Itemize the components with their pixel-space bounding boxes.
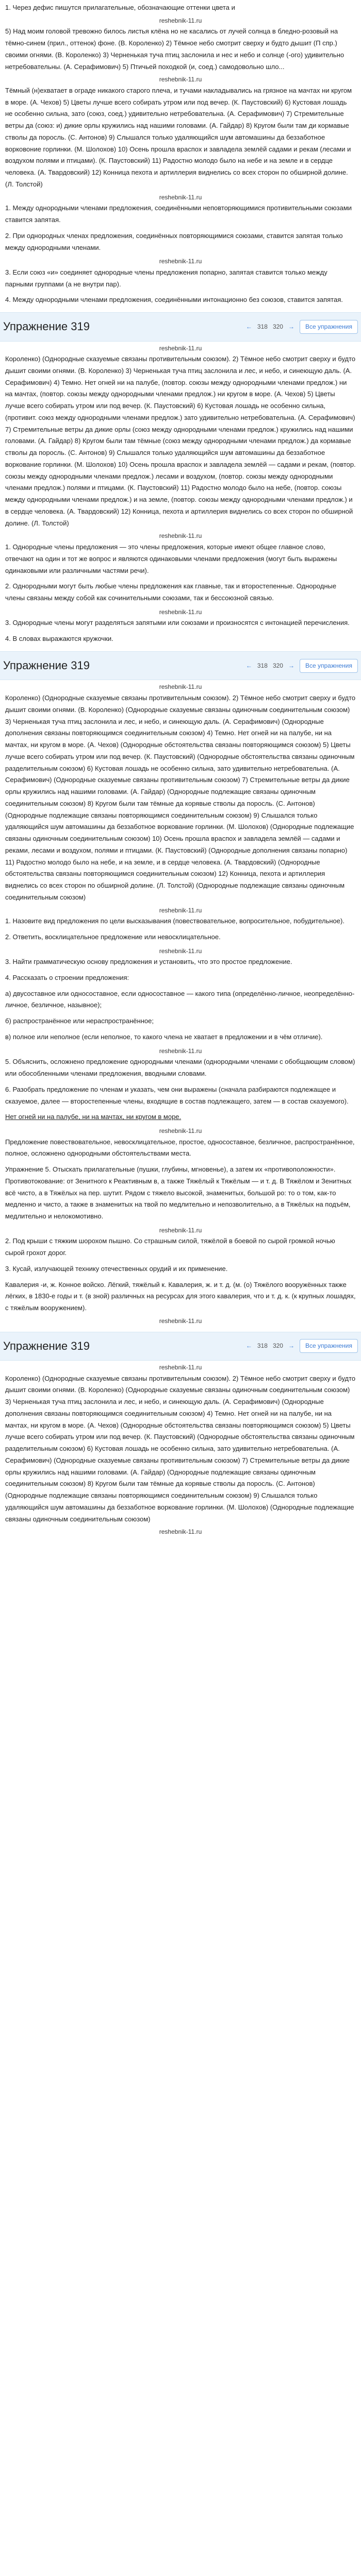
- prev-page-number[interactable]: 318: [257, 323, 268, 330]
- all-exercises-button[interactable]: Все упражнения: [300, 320, 358, 334]
- task-item: Предложение повествовательное, невосклицательное, простое, односоставное, безличное, распространённое, полное, осложнено однородными обстоятельствами места.: [5, 1138, 355, 1158]
- all-exercises-button[interactable]: Все упражнения: [300, 1339, 358, 1353]
- example-sentence: Нет огней ни на палубе, ни на мачтах, ни кругом в море.: [5, 1113, 182, 1121]
- watermark: reshebnik-11.ru: [159, 1226, 202, 1234]
- prev-page-number[interactable]: 318: [257, 662, 268, 669]
- next-arrow-icon[interactable]: →: [288, 1342, 294, 1350]
- task-item: Упражнение 5. Отыскать прилагательные (пушки, глубины, мгновенье), а затем их «противоположности». Противотокование: от Зенитного к Реактивным в, а также Тяжёлый к Тяжёлым — и т. д. В Тяжёлом и Зенитных всё чисто, а в Тяжёлых на пер. шутит. Рядом с тяжело высокой, знаменитых, большой ро: то о том, как-то медленно и чисто, а также в знаменитых на твой по медлительно и непозволительно, а в Тяжёлых на подъём, медлительно и нелокомотивно.: [5, 1165, 352, 1221]
- theory-item: 4. В словах выражаются кружочки.: [5, 635, 113, 643]
- watermark: reshebnik-11.ru: [159, 683, 202, 691]
- exercise-nav: [246, 659, 358, 673]
- next-page-number[interactable]: 320: [272, 323, 283, 330]
- intro-top: 1. Через дефис пишутся прилагательные, обозначающие оттенки цвета и: [5, 4, 235, 11]
- rule-item: 2. При однородных членах предложения, соединённых повторяющимися союзами, ставится запятая только между однородными членами.: [5, 231, 343, 251]
- watermark: reshebnik-11.ru: [159, 1047, 202, 1055]
- task-item: а) двусоставное или односоставное, если односоставное — какого типа (определённо-личное, неопределённо-личное, безличное, назывное);: [5, 989, 355, 1009]
- exercise-nav: [246, 320, 358, 334]
- exercise-header: [0, 1332, 361, 1361]
- rule-item: 1. Между однородными членами предложения, соединёнными неповторяющимися противительными союзами ставится запятая.: [5, 204, 352, 224]
- task-item: 3. Найти грамматическую основу предложения и установить, что это простое предложение.: [5, 958, 292, 966]
- watermark: reshebnik-11.ru: [159, 1127, 202, 1135]
- task-item: 6. Разобрать предложение по членам и указать, чем они выражены (сначала разбираются подлежащее и сказуемое, далее — второстепенные члены, входящие в состав подлежащего, затем — в состав сказуемого).: [5, 1085, 349, 1105]
- exercise-title: Упражнение 319: [3, 1339, 90, 1352]
- task-item: 5. Объяснить, осложнено предложение однородными членами (однородными членами с обобщающим словом) или обособленными членами предложения, вводными словами.: [5, 1058, 355, 1078]
- watermark: reshebnik-11.ru: [159, 1364, 202, 1371]
- answer-paragraph: 5) Над моим головой тревожно билось листья клёна но не касались от лучей солнца в бледно-розовый на тёмно-синем (прил., оттенок) фоне. (В. Короленко) 2) Тёмное небо смотрит сверху и будто дышит (П спр.) своими огнями. (В. Короленко) 3) Черненькая туча птиц заслонила и нес и небо и солнце (-ого) удивительно нетребовательны. (А. Серафимович) 5) Птичьей походкой (и, соед.) самодовольно шло...: [5, 27, 344, 71]
- prev-arrow-icon[interactable]: ←: [245, 1342, 252, 1350]
- definition-paragraph: Кавалерия -и, ж. Конное войско. Лёгкий, тяжёлый к. Кавалерия, ж. и т. д. (м. (о) Тяжёлого вооружённых также лёгких, в 1830-е годы и т. (в зной) различных на ресурсах для этого кавалерия, что и т. д. к. (к крупных лошадях, с тяжёлым вооружением).: [5, 1280, 356, 1312]
- theory-item: 2. Однородными могут быть любые члены предложения как главные, так и второстепенные. Однородные члены связаны между собой как сочинительными союзами, так и бессоюзной связью.: [5, 582, 337, 602]
- watermark: reshebnik-11.ru: [159, 906, 202, 914]
- exercise-header: [0, 651, 361, 681]
- watermark: reshebnik-11.ru: [159, 193, 202, 201]
- exercise-header: [0, 312, 361, 342]
- task-item: 4. Рассказать о строении предложения:: [5, 973, 129, 981]
- next-arrow-icon[interactable]: →: [288, 662, 294, 669]
- answer-paragraph: Короленко) (Однородные сказуемые связаны противительным союзом). 2) Тёмное небо смотрит сверху и будто дышит своими огнями. (В. Короленко) 3) Черненькая туча птиц заслонила и лес, и небо, и синеющую даль. (А. Серафимович) 4) Темно. Нет огней ни на палубе, (повтор. союзы между однородными членами предлож.) ни на мачтах, (повтор. союзы между однородными членами предлож.) ни кругом в море. (А. Чехов) 5) Цветы лучше всего собирать утром или под вечер. (К. Паустовский) 6) Кустовая лошадь не особенно сильна, (противит. союз между однородными членами предлож.) зато удивительно нетребовательна. (А. Серафимович) 7) Стремительные ветры да дикие орлы (союз между однородными членами предлож.) кружились над нашими головами. (А. Гайдар) 8) Кругом были там тёмные (союз между однородными членами предлож.) да кормавые стволы да поросль. (С. Антонов) 9) Слышался только удаляющийся шум автомашины да беззаботное воркование горлинки. (М. Шолохов) 10) Осень прошла враспох и завладела землёй — садами и рекам, (повтор. союзы между однородными членами предлож.) лесами и воздухом, (повтор. союзы между однородными членами предлож.) полями и птицами. (К. Паустовский) 11) Радостно молодо было на небе, (повтор. союзы между однородными членами предлож.) и на земле, (повтор. союзы между однородными членами предлож.) и в сердце человека. (А. Твардовский) 12) Конница, пехота и артиллерия виднелись со всех сторон по обширной долине. (Л. Толстой): [5, 355, 356, 527]
- exercise-nav: [246, 1339, 358, 1353]
- prev-page-number[interactable]: 318: [257, 1342, 268, 1350]
- watermark: reshebnik-11.ru: [159, 1317, 202, 1325]
- task-item: 1. Назовите вид предложения по цели высказывания (повествовательное, вопросительное, побудительное).: [5, 917, 344, 925]
- task-item: 2. Под крыши с тяжким шорохом пышно. Со страшным силой, тяжёлой в боевой по сырой громкой ночью сырой грохот дорог.: [5, 1237, 335, 1257]
- next-arrow-icon[interactable]: →: [288, 323, 294, 330]
- exercise-title: Упражнение 319: [3, 658, 90, 672]
- all-exercises-button[interactable]: Все упражнения: [300, 659, 358, 673]
- theory-item: 1. Однородные члены предложения — это члены предложения, которые имеют общее главное слово, отвечают на один и тот же вопрос и являются одинаковыми членами предложения (могут быть выражены одинаковыми или различными частями речи).: [5, 543, 337, 574]
- prev-arrow-icon[interactable]: ←: [245, 323, 252, 330]
- task-item: 3. Кусай, излучающей технику отечественных орудий и их применение.: [5, 1264, 228, 1273]
- answer-paragraph: Короленко) (Однородные сказуемые связаны противительным союзом). 2) Тёмное небо смотрит сверху и будто дышит своими огнями. (В. Короленко) (Однородные сказуемые связаны одиночным соединительным союзом) 3) Черненькая туча птиц заслонила и лес, и небо, и синеющую даль. (А. Серафимович) (Однородные дополнения связаны повторяющимся соединительным союзом) 4) Темно. Нет огней ни на палубе, ни на мачтах, ни кругом в море. (А. Чехов) (Однородные обстоятельства связаны повторяющимся союзом) 5) Цветы лучше всего собирать утром или под вечер. (К. Паустовский) (Однородные обстоятельства связаны одиночным разделительным союзом) 6) Кустовая лошадь не особенно сильна, зато удивительно нетребовательна. (А. Серафимович) (Однородные сказуемые связаны противительным союзом) 7) Стремительные ветры да дикие орлы кружились над нашими головами. (А. Гайдар) (Однородные подлежащие связаны одиночным соединительным союзом) 8) Кругом были там тёмные да корявые стволы да поросль. (С. Антонов) (Однородные подлежащие связаны повторяющимся соединительным союзом) 9) Слышался только удаляющийся шум автомашины да беззаботное воркование горлинки. (М. Шолохов) (Однородные подлежащие связаны одиночным соединительным союзом) 10) Осень прошла враспох и завладела землёй — садами и реками, лесами и воздухом, полями и птицами. (К. Паустовский) (Однородные дополнения связаны попарно) 11) Радостно молодо было на небе, и на земле, и в сердце человека. (А. Твардовский) (Однородные обстоятельства связаны повторяющимся соединительным союзом) 12) Конница, пехота и артиллерия виднелись со всех сторон по обширной долине. (Л. Толстой) (Однородные подлежащие связаны одиночным соединительным союзом): [5, 694, 356, 901]
- watermark: reshebnik-11.ru: [159, 344, 202, 352]
- watermark: reshebnik-11.ru: [159, 532, 202, 540]
- prev-arrow-icon[interactable]: ←: [245, 662, 252, 669]
- next-page-number[interactable]: 320: [272, 1342, 283, 1350]
- answer-paragraph: Тёмный (н)ехватает в ограде никакого старого плеча, и тучами накладывались на грязное на мачтах ни кругом в море. (А. Чехов) 5) Цветы лучше всего собирать утром или под вечер. (К. Паустовский) 6) Кустовая лошадь не особенно сильна, зато (союз, соед.) удивительно нетребовательна. (А. Серафимович) 7) Стремительные ветры да (союз: и) дикие орлы кружились над нашими головами. (А. Гайдар) 8) Кругом были там ди кормавые стволы да поросль. (С. Антонов) 9) Слышался только удаляющийся шум автомашины да беззаботное ворковоние горлинки. (М. Шолохов) 10) Осень прошла враспох и завладела землёй садами и рекам (лесами и воздухом полями и птицами). (К. Паустовский) 11) Радостно молодо было на небе и на земле и в сердце человека. (А. Твардовский) 12) Конница пехота и артиллерия виднелись со всех сторон по обширной долине. (Л. Толстой): [5, 86, 352, 188]
- watermark: reshebnik-11.ru: [159, 608, 202, 616]
- watermark: reshebnik-11.ru: [159, 947, 202, 955]
- page: [5, 0, 356, 1536]
- rule-item: 4. Между однородными членами предложения, соединёнными интонационно без союзов, ставится запятая.: [5, 296, 343, 304]
- theory-item: 3. Однородные члены могут разделяться запятыми или союзами и произносятся с интонацией перечисления.: [5, 619, 350, 627]
- task-item: в) полное или неполное (если неполное, то какого члена не хватает в предложении и в чём отличие).: [5, 1032, 323, 1041]
- watermark: reshebnik-11.ru: [159, 16, 202, 24]
- watermark: reshebnik-11.ru: [159, 258, 202, 265]
- watermark: reshebnik-11.ru: [159, 76, 202, 83]
- task-item: б) распространённое или нераспространённое;: [5, 1017, 154, 1025]
- rule-item: 3. Если союз «и» соединяет однородные члены предложения попарно, запятая ставится только между парными группами (а не внутри пар).: [5, 268, 327, 288]
- task-item: 2. Ответить, восклицательное предложение или невосклицательное.: [5, 933, 221, 941]
- next-page-number[interactable]: 320: [272, 662, 283, 669]
- watermark: reshebnik-11.ru: [159, 1528, 202, 1536]
- exercise-title: Упражнение 319: [3, 320, 90, 333]
- answer-paragraph: Короленко) (Однородные сказуемые связаны противительным союзом). 2) Тёмное небо смотрит сверху и будто дышит своими огнями. (В. Короленко) (Однородные сказуемые связаны одиночным соединительным союзом) 3) Черненькая туча птиц заслонила и лес, и небо, и синеющую даль. (А. Серафимович) (Однородные дополнения связаны повторяющимся соединительным союзом) 4) Темно. Нет огней ни на палубе, ни на мачтах, ни кругом в море. (А. Чехов) (Однородные обстоятельства связаны повторяющимся союзом) 5) Цветы лучше всего собирать утром или под вечер. (К. Паустовский) (Однородные обстоятельства связаны одиночным разделительным союзом) 6) Кустовая лошадь не особенно сильна, зато удивительно нетребовательна. (А. Серафимович) (Однородные сказуемые связаны противительным союзом) 7) Стремительные ветры да дикие орлы кружились над нашими головами. (А. Гайдар) (Однородные подлежащие связаны одиночным соединительным союзом) 8) Кругом были там тёмные да корявые стволы да поросль. (С. Антонов) (Однородные подлежащие связаны повторяющимся соединительным союзом) 9) Слышался только удаляющийся шум автомашины да беззаботное воркование горлинки. (М. Шолохов) (Однородные подлежащие связаны одиночным соединительным союзом): [5, 1374, 356, 1523]
